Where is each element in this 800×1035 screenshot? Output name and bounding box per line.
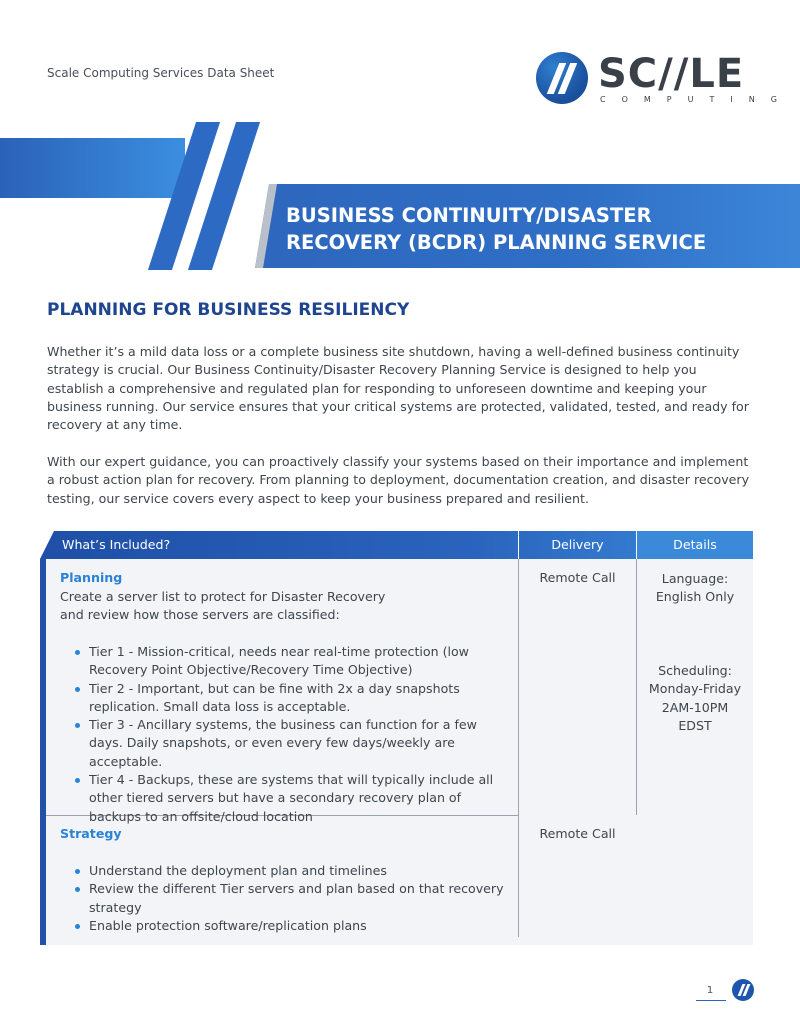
header-details: Details [636, 531, 753, 559]
intro-paragraph-1: Whether it’s a mild data loss or a complete business site shutdown, having a well-defined business continuity strategy is crucial. Our Business Continuity/Disaster Recovery Planning Service is designed to help you establish a comprehensive and regulated plan for responding to unforeseen downtime and keeping your business running. Our service ensures that your critical systems are protected, validated, tested, and ready for recovery at any time. [47, 344, 749, 433]
title-line-2: RECOVERY (BCDR) PLANNING SERVICE [286, 231, 707, 254]
list-item [60, 716, 512, 771]
column-divider-1 [518, 559, 519, 937]
list-item [60, 680, 512, 717]
tier-desc: - Ancillary systems, the business can function for a few days. Daily snapshots, or even every few days/weekly are acceptable. [89, 717, 477, 769]
scheduling-hours: 2AM-10PM [661, 699, 729, 715]
logo-subtitle: COMPUTING [600, 95, 793, 104]
planning-intro-line-1: Create a server list to protect for Disaster Recovery [60, 589, 386, 604]
tier-name: Tier 4 [89, 772, 125, 788]
scale-computing-logo [536, 51, 793, 108]
header-notch [40, 531, 54, 559]
scale-logo-small-icon [732, 979, 754, 1001]
tier-name: Tier 1 [89, 644, 125, 659]
details-scheduling [637, 662, 753, 735]
header-delivery: Delivery [518, 531, 636, 559]
table-header [40, 531, 753, 559]
tier-name: Tier 2 [89, 680, 125, 696]
section-heading: PLANNING FOR BUSINESS RESILIENCY [47, 300, 410, 320]
language-label: Language: [661, 571, 729, 586]
strategy-title: Strategy [60, 826, 122, 841]
strategy-delivery: Remote Call [539, 826, 616, 841]
scheduling-label: Scheduling: [658, 663, 732, 678]
list-item [60, 771, 512, 826]
list-item [60, 643, 512, 680]
planning-delivery: Remote Call [539, 570, 616, 585]
scheduling-timezone: EDST [678, 717, 712, 733]
language-value: English Only [655, 589, 735, 605]
header-whats-included: What’s Included? [62, 537, 171, 552]
planning-title: Planning [60, 570, 123, 585]
planning-intro [60, 588, 510, 625]
scale-logo-icon [536, 52, 588, 104]
tier-name: Tier 3 [89, 717, 125, 733]
table-body [40, 559, 753, 945]
tier-desc: - Mission-critical, needs near real-time protection (low Recovery Point Objective/Recovery Time Objective) [89, 644, 469, 678]
details-language [637, 570, 753, 607]
list-item: Understand the deployment plan and timelines [60, 862, 512, 880]
title-line-1: BUSINESS CONTINUITY/DISASTER [286, 204, 652, 227]
table-accent-bar [40, 559, 46, 945]
tier-list [60, 643, 512, 826]
tier-desc: - Important, but can be fine with 2x a day snapshots replication. Small data loss is acceptable. [89, 680, 460, 714]
planning-intro-line-2: and review how those servers are classified: [60, 607, 340, 623]
doc-label: Scale Computing Services Data Sheet [47, 66, 275, 80]
page-number: 1 [706, 985, 714, 996]
page-number-underline [696, 1000, 726, 1001]
list-item: Review the different Tier servers and plan based on that recovery strategy [60, 880, 512, 917]
list-item: Enable protection software/replication plans [60, 917, 512, 935]
page-title [286, 202, 766, 256]
services-table [40, 531, 753, 945]
logo-word: SC//LE [598, 51, 745, 97]
tier-desc: - Backups, these are systems that will typically include all other tiered servers but have a secondary recovery plan of backups to an offsite/cloud location [89, 772, 494, 824]
scheduling-days: Monday-Friday [648, 681, 742, 697]
banner-left-stripe [0, 138, 185, 198]
intro-paragraph-2: With our expert guidance, you can proactively classify your systems based on their importance and implement a robust action plan for recovery. From planning to deployment, documentation creation, and disaster recovery testing, our service covers every aspect to keep your business prepared and resilient. [47, 454, 750, 506]
strategy-list [60, 862, 512, 935]
